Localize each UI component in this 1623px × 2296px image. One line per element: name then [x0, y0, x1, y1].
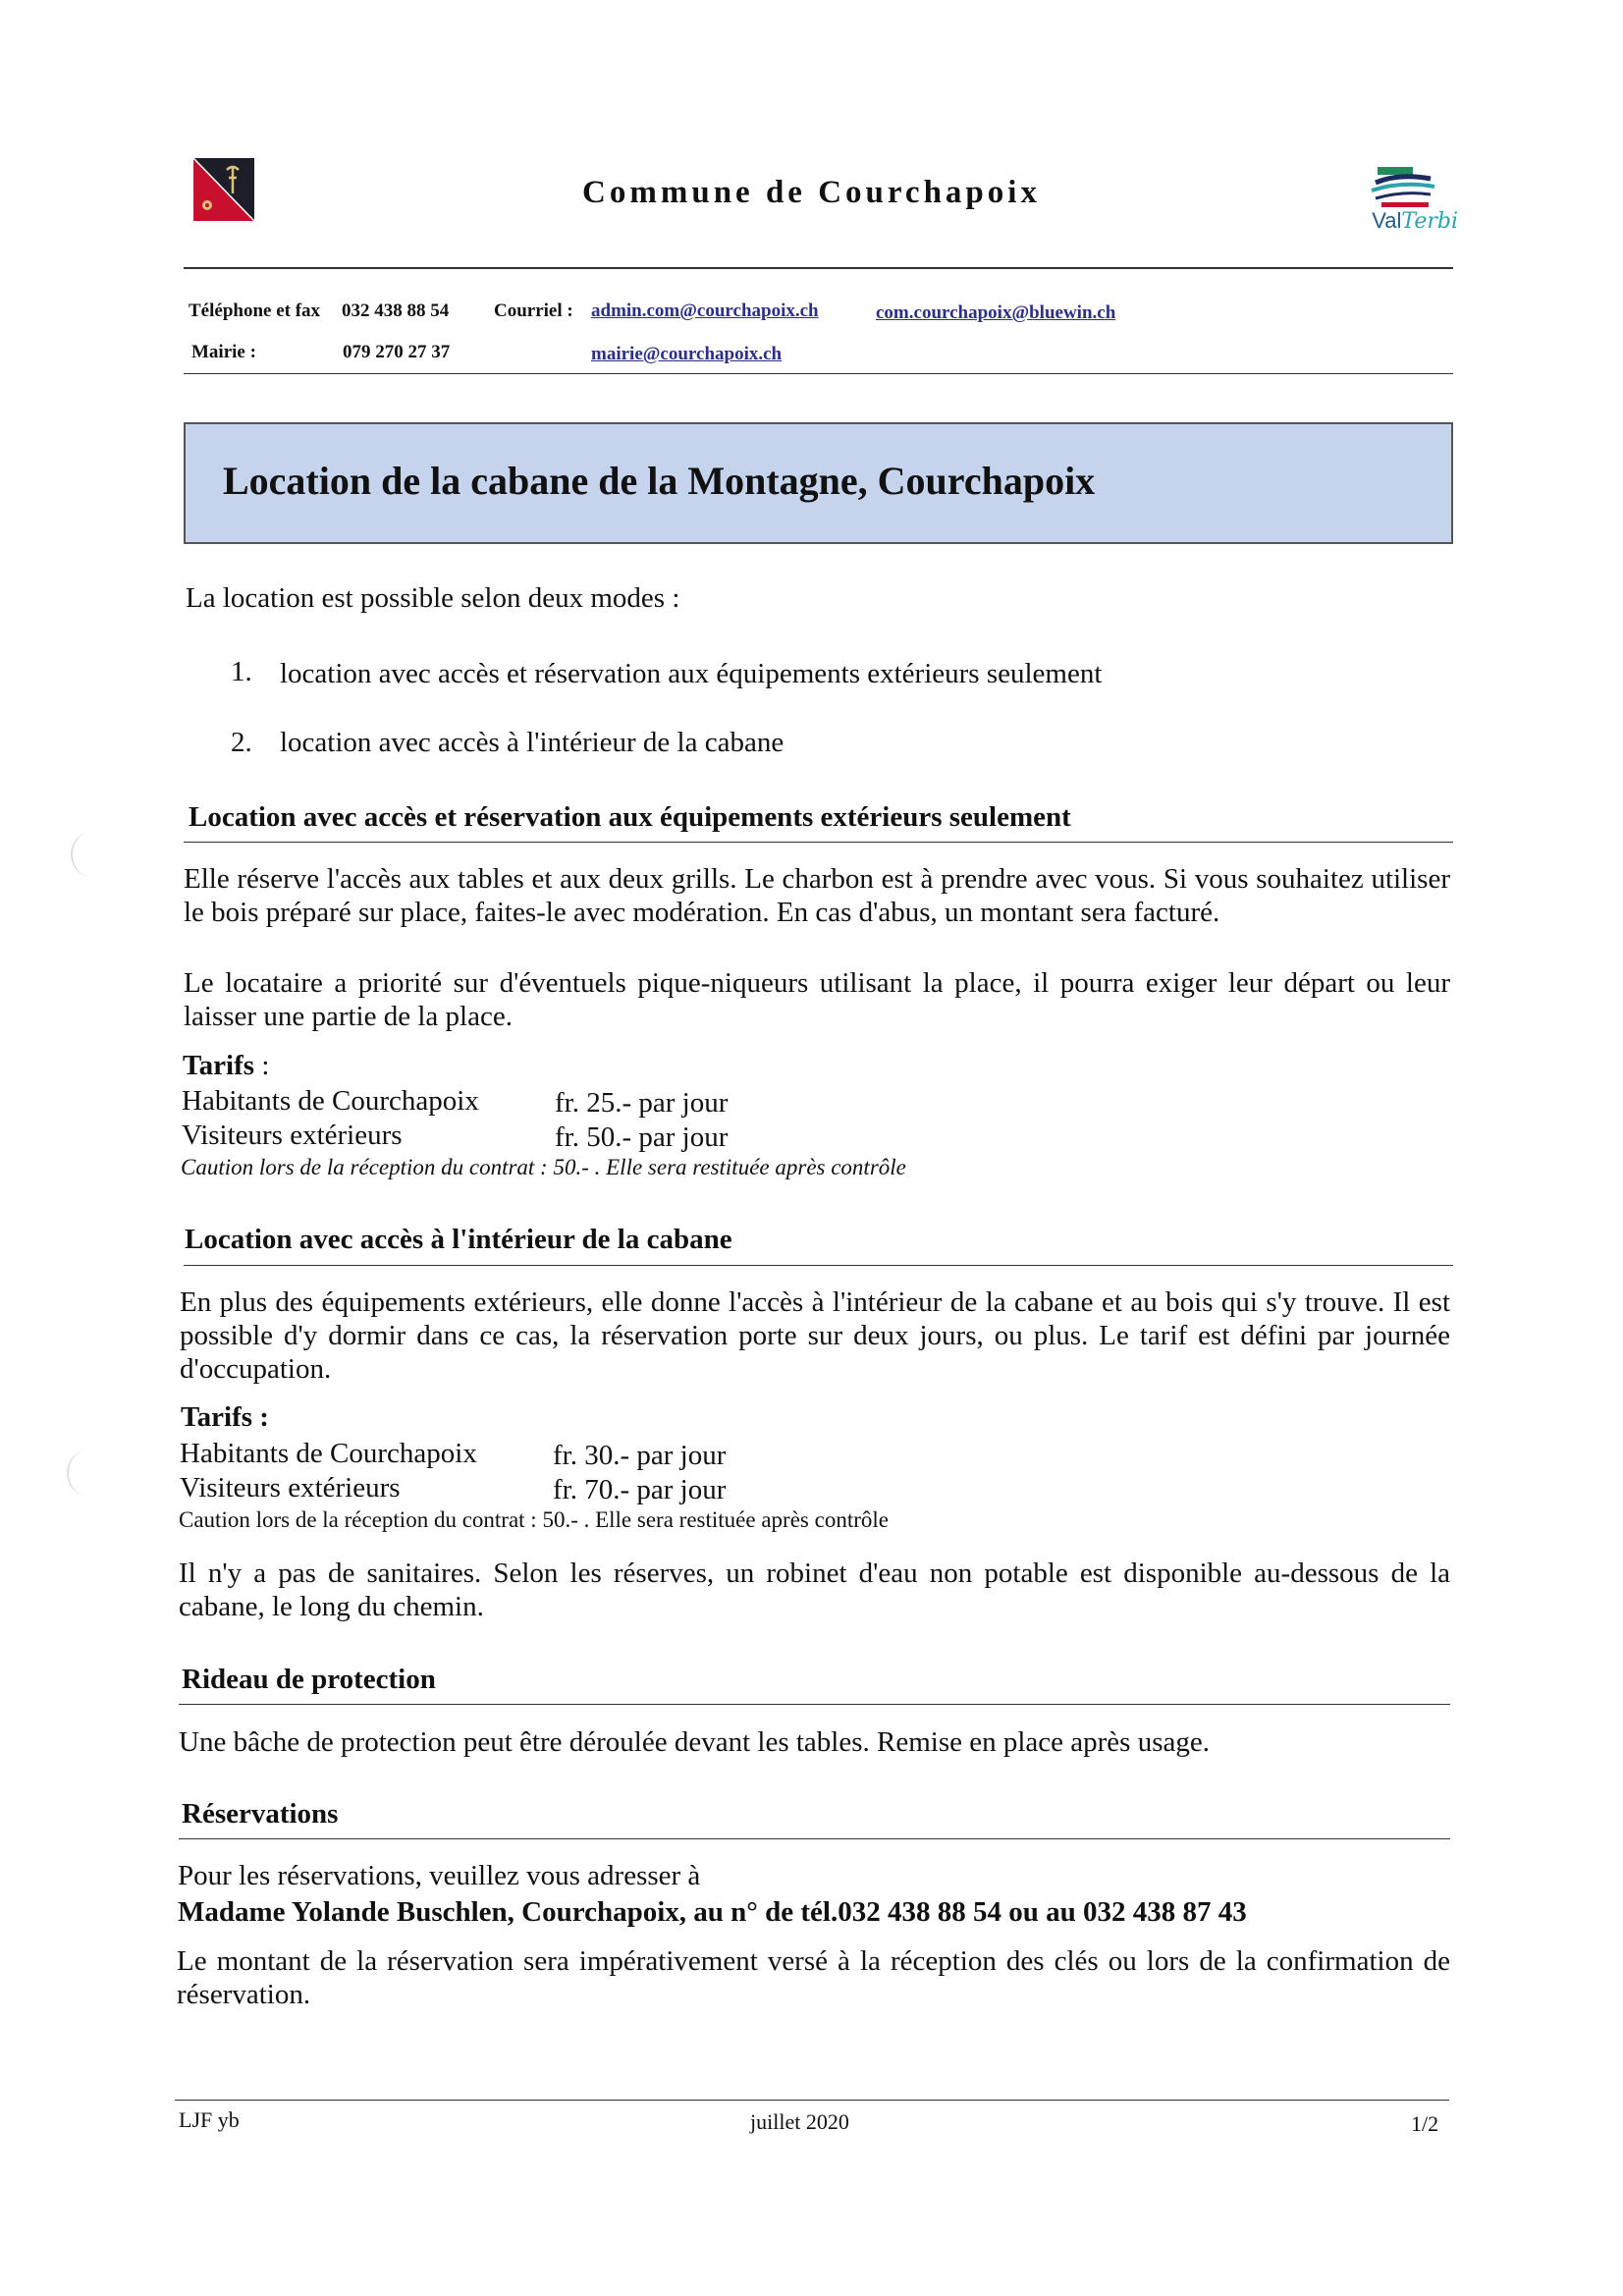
section-heading-reservations: Réservations — [182, 1798, 339, 1830]
email-label: Courriel : — [494, 301, 573, 321]
reservations-payment-paragraph: Le montant de la réservation sera impérativement versé à la réception des clés ou lors de la confirmation de réservation. — [177, 1945, 1450, 2010]
phone-label: Téléphone et fax — [189, 301, 321, 321]
binder-hole-mark — [67, 1450, 108, 1496]
email-admin-link[interactable]: admin.com@courchapoix.ch — [591, 301, 819, 321]
caution-note-interior: Caution lors de la réception du contrat : 50.- . Elle sera restituée après contrôle — [179, 1507, 889, 1532]
email-mairie-link[interactable]: mairie@courchapoix.ch — [591, 344, 783, 364]
brand-terbi-script: Terbi — [1401, 209, 1458, 234]
phone-number: 032 438 88 54 — [342, 301, 450, 321]
interior-paragraph-2: Il n'y a pas de sanitaires. Selon les réserves, un robinet d'eau non potable est disponible au-dessous de la cabane, le long du chemin. — [179, 1558, 1450, 1622]
document-title-box — [184, 422, 1453, 544]
document-title: Location de la cabane de la Montagne, Courchapoix — [223, 459, 1096, 503]
section-divider — [179, 1838, 1450, 1839]
exterior-paragraph-1: Elle réserve l'accès aux tables et aux deux grills. Le charbon est à prendre avec vous. Si vous souhaitez utiliser le bois préparé sur place, faites-le avec modération. En cas d'abus, un montant sera facturé. — [184, 863, 1450, 928]
footer-initials: LJF yb — [179, 2107, 240, 2132]
binder-hole-mark — [71, 832, 112, 877]
interior-paragraph-1: En plus des équipements extérieurs, elle donne l'accès à l'intérieur de la cabane et au bois qui s'y trouve. Il est possible d'y dormir dans ce cas, la réservation porte sur deux jours, ou plus. Le tarif est défini par journée d'occupation. — [180, 1286, 1450, 1385]
footer-divider — [175, 2100, 1449, 2101]
tarif-row-label: Habitants de Courchapoix — [182, 1085, 479, 1117]
tarif-row-price: fr. 50.- par jour — [555, 1121, 729, 1153]
tarif-row-label: Habitants de Courchapoix — [180, 1438, 477, 1469]
mode-number-2: 2. — [231, 727, 252, 758]
tarifs-label-exterior: Tarifs : — [183, 1050, 270, 1081]
email-bluewin-link[interactable]: com.courchapoix@bluewin.ch — [876, 302, 1116, 323]
commune-title: Commune de Courchapoix — [582, 175, 1041, 210]
header-divider — [184, 267, 1453, 269]
protection-paragraph: Une bâche de protection peut être déroulée devant les tables. Remise en place après usage. — [179, 1726, 1210, 1758]
val-terbi-emblem — [1321, 165, 1458, 208]
caution-note-exterior: Caution lors de la réception du contrat : 50.- . Elle sera restituée après contrôle — [181, 1155, 906, 1179]
section-heading-interior: Location avec accès à l'intérieur de la cabane — [185, 1224, 732, 1255]
footer-page-number: 1/2 — [1411, 2111, 1439, 2136]
footer-date: juillet 2020 — [750, 2109, 849, 2134]
tarif-row-label: Visiteurs extérieurs — [182, 1120, 403, 1151]
mode-number-1: 1. — [231, 656, 252, 687]
intro-text: La location est possible selon deux modes : — [186, 582, 680, 614]
section-divider — [184, 1265, 1453, 1266]
section-heading-protection: Rideau de protection — [182, 1664, 436, 1695]
exterior-paragraph-2: Le locataire a priorité sur d'éventuels pique-niqueurs utilisant la place, il pourra exiger leur départ ou leur laisser une partie de la place. — [184, 967, 1450, 1032]
contact-divider — [184, 373, 1453, 374]
section-divider — [179, 1704, 1450, 1705]
tarif-row-price: fr. 30.- par jour — [553, 1440, 727, 1471]
tarif-row-label: Visiteurs extérieurs — [180, 1472, 401, 1503]
reservations-contact: Madame Yolande Buschlen, Courchapoix, au n° de tél.032 438 88 54 ou au 032 438 87 43 — [178, 1896, 1247, 1928]
section-heading-exterior: Location avec accès et réservation aux équipements extérieurs seulement — [189, 801, 1071, 833]
brand-val-text: Val — [1372, 208, 1402, 233]
tarifs-label-interior: Tarifs : — [181, 1401, 269, 1433]
mairie-phone: 079 270 27 37 — [343, 342, 451, 362]
mairie-label: Mairie : — [191, 342, 256, 362]
tarif-row-price: fr. 70.- par jour — [553, 1474, 727, 1505]
section-divider — [184, 842, 1453, 843]
val-terbi-logo — [1321, 165, 1458, 240]
mode-text-1: location avec accès et réservation aux équipements extérieurs seulement — [280, 658, 1103, 689]
reservations-intro: Pour les réservations, veuillez vous adresser à — [178, 1860, 701, 1891]
mode-text-2: location avec accès à l'intérieur de la cabane — [280, 727, 784, 758]
tarif-row-price: fr. 25.- par jour — [555, 1087, 729, 1119]
